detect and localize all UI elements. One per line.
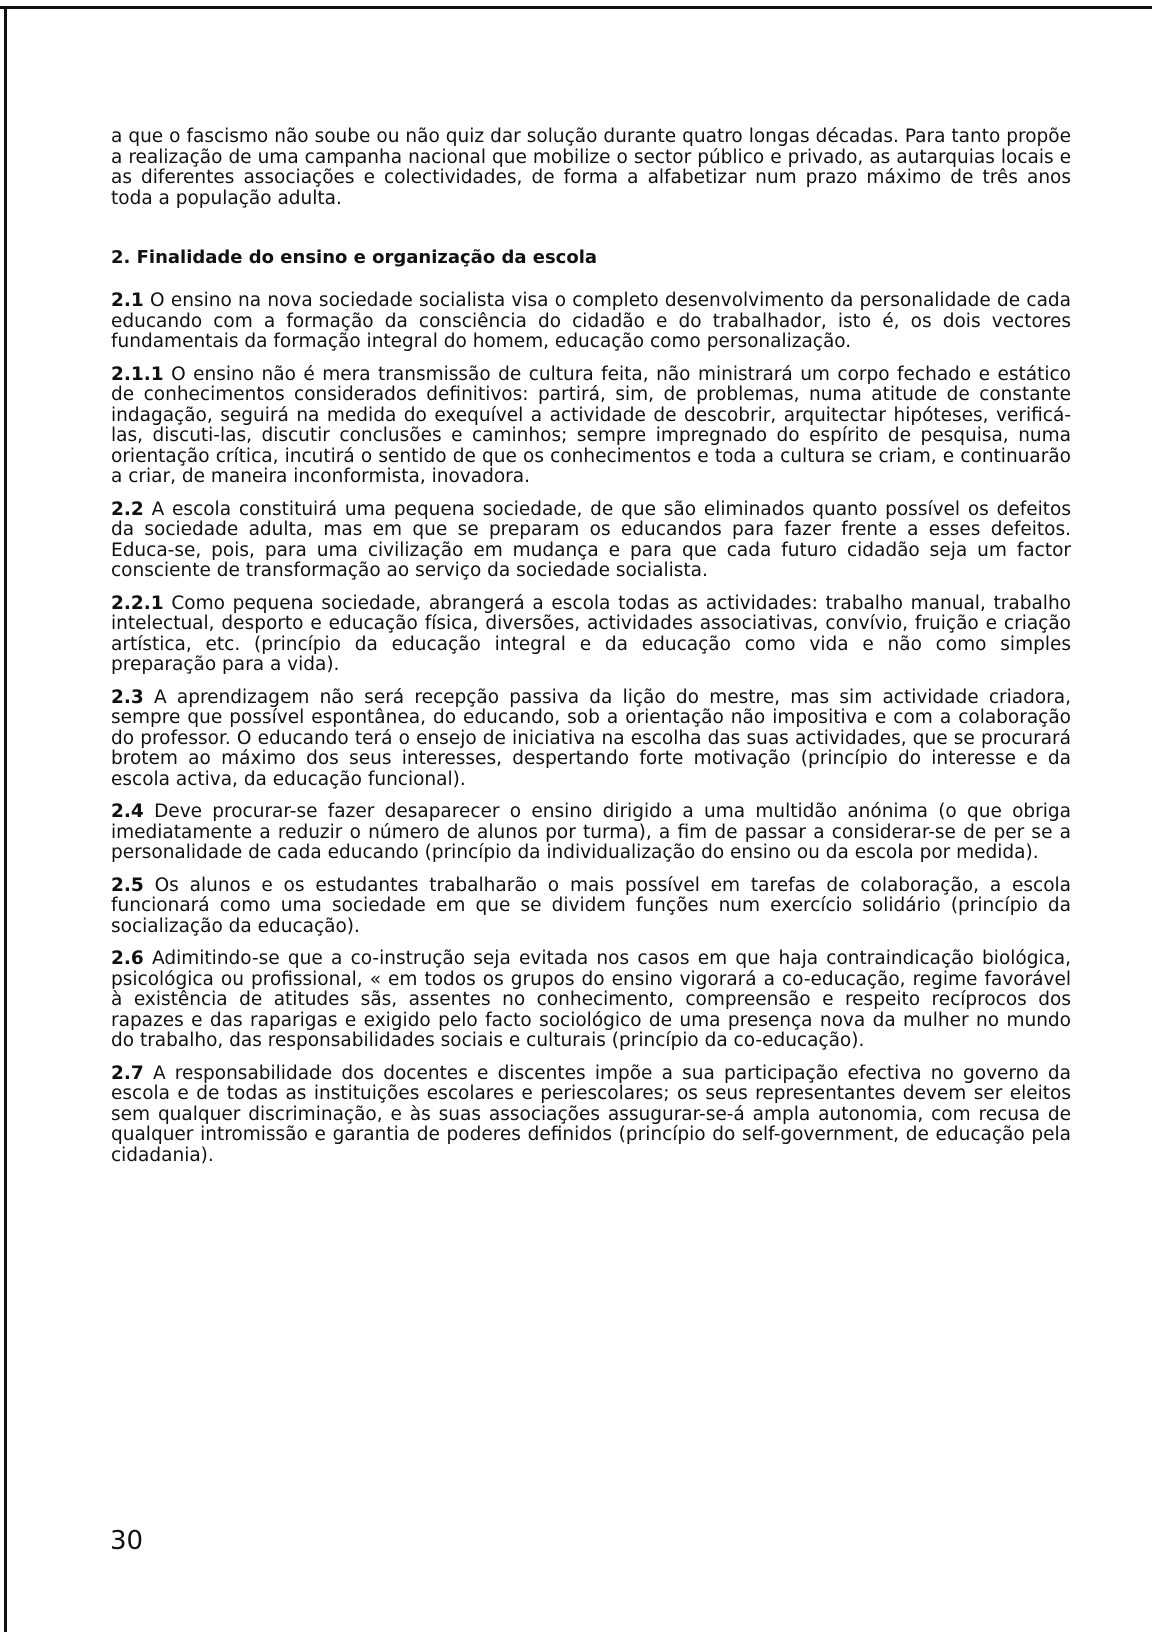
paragraph-text: O ensino na nova sociedade socialista visa o completo desenvolvimento da personalidade de cada educando com a formação da consciência do cidadão e do trabalhador, isto é, os dois vectores fundamentais da formação integral do homem, educação como personalização. bbox=[111, 290, 1071, 352]
paragraph-number: 2.2.1 bbox=[111, 592, 164, 614]
paragraph-text: A escola constituirá uma pequena sociedade, de que são eliminados quanto possível os defeitos da sociedade adulta, mas em que se preparam os educandos para fazer frente a esses defeitos. Educa-se, pois, para uma civilização em mudança e para que cada futuro cidadão seja um factor consciente de transformação ao serviço da sociedade socialista. bbox=[111, 498, 1071, 581]
page-body bbox=[111, 127, 1071, 1178]
paragraph-2-2 bbox=[111, 500, 1071, 582]
paragraph-text: Deve procurar-se fazer desaparecer o ensino dirigido a uma multidão anónima (o que obriga imediatamente a reduzir o número de alunos por turma), a fim de passar a considerar-se de per se a personalidade de cada educando (princípio da individualização do ensino ou da escola por medida). bbox=[111, 801, 1072, 863]
paragraph-number: 2.1.1 bbox=[111, 363, 164, 385]
paragraph-number: 2.6 bbox=[111, 948, 144, 969]
paragraph-2-1-1 bbox=[111, 365, 1071, 488]
page-border-top bbox=[0, 6, 1152, 9]
paragraph-text: A aprendizagem não será recepção passiva da lição do mestre, mas sim actividade criadora, sempre que possível espontânea, do educando, sob a orientação não impositiva e com a colaboração do professor. O educando terá o ensejo de iniciativa na escolha das suas actividades, que se procurará brotem ao máximo dos seus interesses, despertando forte motivação (princípio do interesse e da escola activa, da educação funcional). bbox=[111, 686, 1071, 790]
intro-paragraph: a que o fascismo não soube ou não quiz dar solução durante quatro longas décadas. Para tanto propõe a realização de uma campanha nacional que mobilize o sector público e privado, as autarquias locais e as diferentes associações e colectividades, de forma a alfabetizar num prazo máximo de três anos toda a população adulta. bbox=[111, 126, 1071, 209]
paragraph-text: Como pequena sociedade, abrangerá a escola todas as actividades: trabalho manual, trabalho intelectual, desporto e educação física, diversões, actividades associativas, convívio, fruição e criação artística, etc. (princípio da educação integral e da educação como vida e não como simples preparação para a vida). bbox=[111, 592, 1071, 675]
paragraph-text: Os alunos e os estudantes trabalharão o mais possível em tarefas de colaboração, a escola funcionará como uma sociedade em que se dividem funções num exercício solidário (princípio da socialização da educação). bbox=[111, 874, 1071, 937]
paragraph-number: 2.2 bbox=[111, 498, 144, 520]
paragraph-2-7 bbox=[111, 1064, 1071, 1167]
paragraph-number: 2.4 bbox=[111, 801, 144, 822]
paragraph-2-4 bbox=[111, 802, 1071, 864]
section-heading: 2. Finalidade do ensino e organização da escola bbox=[111, 247, 598, 268]
paragraph-number: 2.7 bbox=[111, 1062, 144, 1084]
paragraph-number: 2.3 bbox=[111, 686, 144, 708]
paragraph-text: A responsabilidade dos docentes e discentes impõe a sua participação efectiva no governo da escola e de todas as instituições escolares e periescolares; os seus representantes devem ser eleitos sem qualquer discriminação, e às suas associações assugurar-se-á ampla autonomia, com recusa de qualquer intromissão e garantia de poderes definidos (princípio do self-government, de educação pela cidadania). bbox=[111, 1062, 1071, 1166]
paragraph-2-2-1 bbox=[111, 594, 1071, 676]
page-number: 30 bbox=[110, 1526, 144, 1556]
paragraph-2-6 bbox=[111, 949, 1071, 1052]
paragraph-2-5 bbox=[111, 876, 1071, 938]
page-border-left bbox=[4, 6, 7, 1632]
paragraph-2-3 bbox=[111, 688, 1071, 791]
paragraph-number: 2.1 bbox=[111, 290, 144, 311]
paragraph-number: 2.5 bbox=[111, 874, 144, 896]
paragraph-2-1 bbox=[111, 291, 1071, 353]
paragraph-text: Adimitindo-se que a co-instrução seja evitada nos casos em que haja contraindicação biológica, psicológica ou profissional, « em todos os grupos do ensino vigorará a co-educação, regime favorável à existência de atitudes sãs, assentes no conhecimento, compreensão e respeito recíprocos dos rapazes e das raparigas e exigido pelo facto sociológico de uma presença nova da mulher no mundo do trabalho, das responsabilidades sociais e culturais (princípio da co-educação). bbox=[111, 948, 1071, 1051]
paragraph-text: O ensino não é mera transmissão de cultura feita, não ministrará um corpo fechado e estático de conhecimentos considerados definitivos: partirá, sim, de problemas, numa atitude de constante indagação, seguirá na medida do exequível a actividade de descobrir, arquitectar hipóteses, verificá-las, discuti-las, discutir conclusões e caminhos; sempre impregnado do espírito de pesquisa, numa orientação crítica, incutirá o sentido de que os conhecimentos e toda a cultura se criam, e continuarão a criar, de maneira inconformista, inovadora. bbox=[111, 363, 1072, 487]
